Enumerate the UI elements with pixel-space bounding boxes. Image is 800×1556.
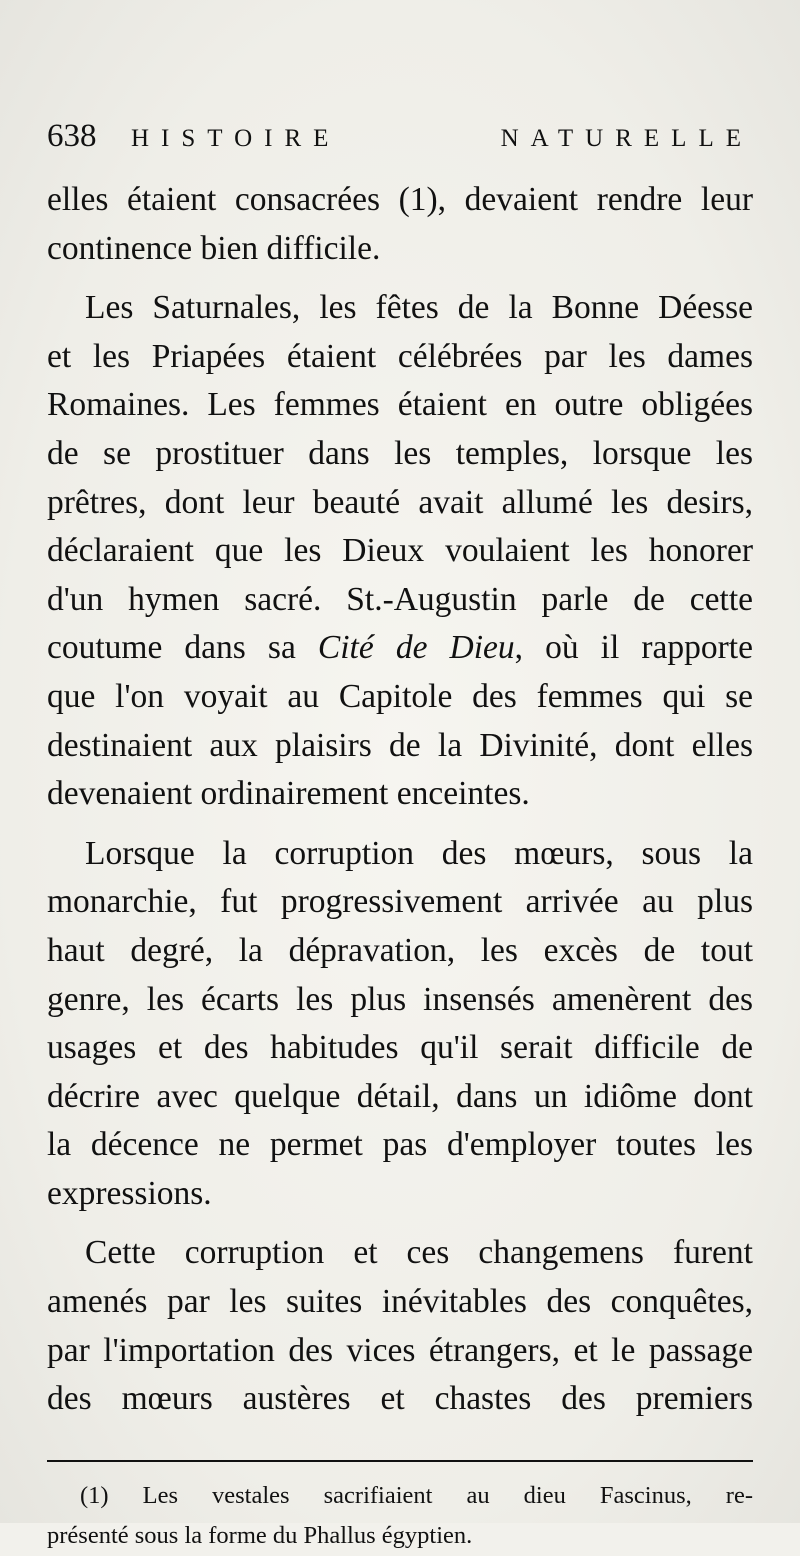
text-line: d'un hymen sacré. St.-Augustin parle de cette (47, 580, 753, 618)
text-line: Lorsque la corruption des mœurs, sous la (85, 834, 753, 872)
text-line: devenaient ordinairement enceintes. (47, 775, 530, 813)
text-line: genre, les écarts les plus insensés amenèrent des (47, 980, 753, 1018)
text-line: Romaines. Les femmes étaient en outre obligées (47, 386, 753, 424)
text-line-with-italic: coutume dans sa Cité de Dieu, où il rapporte (47, 629, 753, 667)
paragraph-2 (47, 284, 753, 819)
text-line: elles étaient consacrées (1), devaient rendre leur (47, 181, 753, 218)
text-line: Cette corruption et ces changemens furent (85, 1234, 753, 1272)
page-number: 638 (47, 118, 97, 154)
footnote (47, 1476, 753, 1556)
paragraph-4 (47, 1229, 753, 1423)
page-content (47, 118, 753, 1556)
footnote-line: présenté sous la forme du Phallus égyptien. (47, 1521, 473, 1549)
text-line: usages et des habitudes qu'il serait difficile de (47, 1029, 753, 1067)
text-line: la décence ne permet pas d'employer toutes les (47, 1126, 753, 1164)
page-header (47, 118, 753, 176)
text-line: de se prostituer dans les temples, lorsque les (47, 434, 753, 472)
footnote-line: (1) Les vestales sacrifiaient au dieu Fascinus, re- (80, 1481, 753, 1509)
text-line: prêtres, dont leur beauté avait allumé les desirs, (47, 483, 753, 521)
text-line: que l'on voyait au Capitole des femmes qui se (47, 677, 753, 715)
text-line: continence bien difficile. (47, 229, 381, 267)
text-line: amenés par les suites inévitables des conquêtes, (47, 1283, 753, 1321)
paragraph-3 (47, 830, 753, 1219)
book-title-italic: Cité de Dieu (317, 629, 515, 667)
text-line: des mœurs austères et chastes des premiers (47, 1380, 753, 1418)
paragraph-1 (47, 176, 753, 273)
text-line: expressions. (47, 1174, 212, 1212)
running-title (131, 125, 753, 153)
running-title-word: NATURELLE (500, 125, 753, 152)
text-line: destinaient aux plaisirs de la Divinité, dont elles (47, 726, 753, 764)
text-line: haut degré, la dépravation, les excès de tout (47, 931, 753, 969)
text-line: et les Priapées étaient célébrées par les dames (47, 337, 753, 375)
text-line: décrire avec quelque détail, dans un idiôme dont (47, 1077, 753, 1115)
text-line: monarchie, fut progressivement arrivée au plus (47, 883, 753, 921)
text-line: par l'importation des vices étrangers, et le passage (47, 1331, 753, 1369)
text-line: déclaraient que les Dieux voulaient les honorer (47, 532, 753, 570)
running-title-word: HISTOIRE (131, 125, 341, 152)
footnote-rule (47, 1460, 753, 1462)
text-line: Les Saturnales, les fêtes de la Bonne Déesse (85, 289, 753, 327)
